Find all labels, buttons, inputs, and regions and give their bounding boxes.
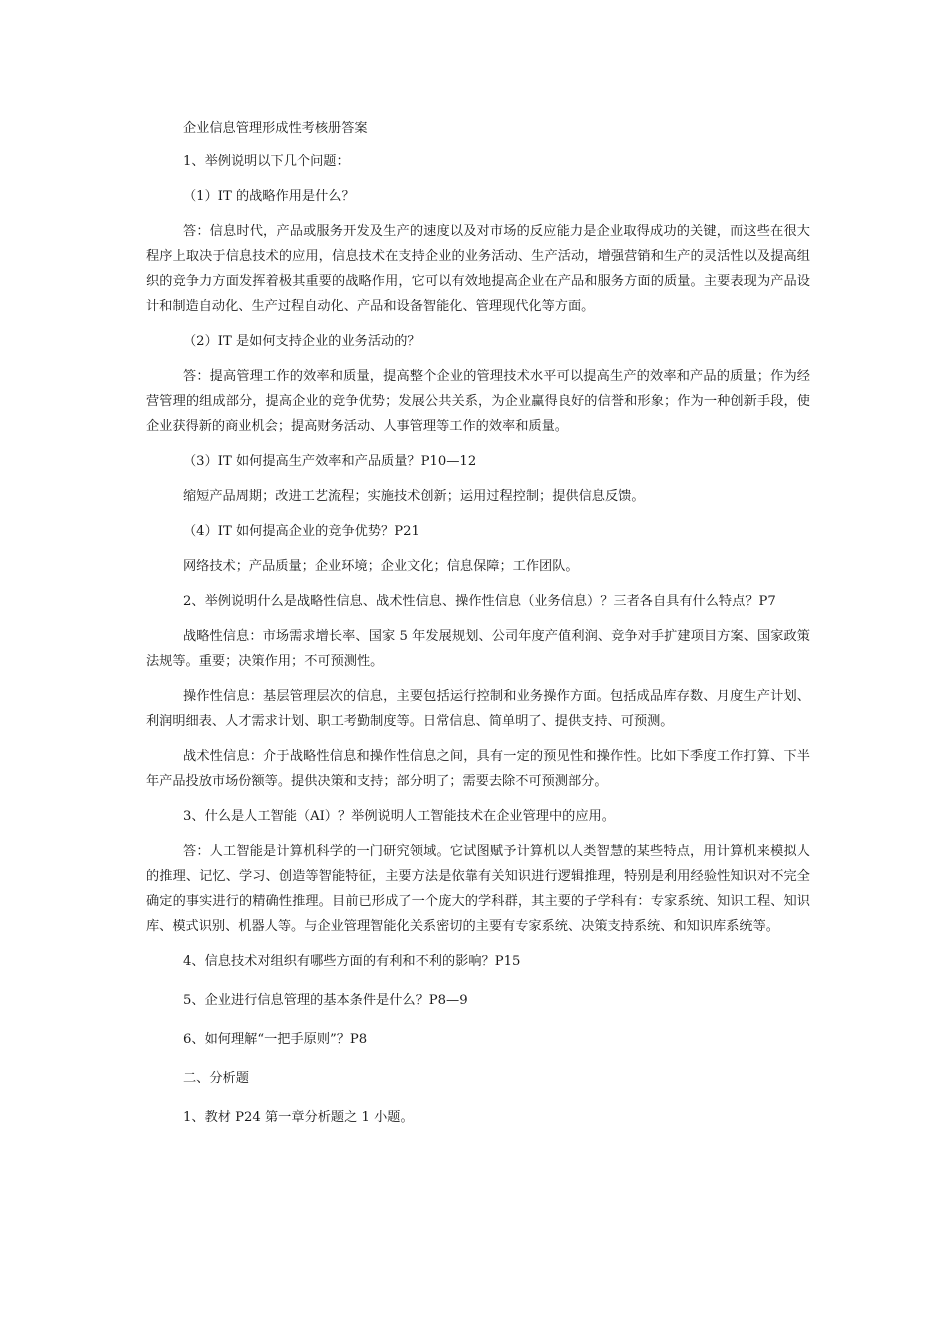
answer-2-operational: 操作性信息：基层管理层次的信息，主要包括运行控制和业务操作方面。包括成品库存数、月度生产计划、利润明细表、人才需求计划、职工考勤制度等。日常信息、简单明了、提供支持、可预测。: [146, 689, 810, 729]
analysis-question-1: 1、教材 P24 第一章分析题之 1 小题。: [183, 1110, 414, 1125]
question-1-2: （2）IT 是如何支持企业的业务活动的？: [183, 334, 421, 349]
question-1: 1、举例说明以下几个问题：: [183, 154, 350, 169]
answer-1-2: 答：提高管理工作的效率和质量，提高整个企业的管理技术水平可以提高生产的效率和产品的质量；作为经营管理的组成部分，提高企业的竞争优势；发展公共关系，为企业赢得良好的信誉和形象；作为一种创新手段，使企业获得新的商业机会；提高财务活动、人事管理等工作的效率和质量。: [146, 369, 810, 434]
answer-1-3: 缩短产品周期；改进工艺流程；实施技术创新；运用过程控制；提供信息反馈。: [183, 489, 645, 504]
answer-2-tactical: 战术性信息：介于战略性信息和操作性信息之间，具有一定的预见性和操作性。比如下季度工作打算、下半年产品投放市场份额等。提供决策和支持；部分明了；需要去除不可预测部分。: [146, 749, 810, 789]
document-title: 企业信息管理形成性考核册答案: [183, 121, 368, 136]
question-1-3: （3）IT 如何提高生产效率和产品质量？P10—12: [183, 454, 477, 469]
question-2: 2、举例说明什么是战略性信息、战术性信息、操作性信息（业务信息）？三者各自具有什么特点？P7: [183, 594, 776, 609]
question-6: 6、如何理解“一把手原则”？P8: [183, 1032, 368, 1047]
question-1-1: （1）IT 的战略作用是什么？: [183, 189, 355, 204]
question-3: 3、什么是人工智能（AI）？举例说明人工智能技术在企业管理中的应用。: [183, 809, 615, 824]
answer-3: 答：人工智能是计算机科学的一门研究领域。它试图赋予计算机以人类智慧的某些特点，用计算机来模拟人的推理、记忆、学习、创造等智能特征，主要方法是依靠有关知识进行逻辑推理，特别是利用经验性知识对不完全确定的事实进行的精确性推理。目前已形成了一个庞大的学科群，其主要的子学科有：专家系统、知识工程、知识库、模式识别、机器人等。与企业管理智能化关系密切的主要有专家系统、决策支持系统、和知识库系统等。: [146, 844, 810, 934]
question-5: 5、企业进行信息管理的基本条件是什么？P8—9: [183, 993, 468, 1008]
question-4: 4、信息技术对组织有哪些方面的有利和不利的影响？P15: [183, 954, 521, 969]
document-page: [146, 116, 810, 1140]
answer-1-4: 网络技术；产品质量；企业环境；企业文化；信息保障；工作团队。: [183, 559, 579, 574]
question-1-4: （4）IT 如何提高企业的竞争优势？P21: [183, 524, 420, 539]
section-heading-analysis: 二、分析题: [183, 1071, 249, 1086]
answer-1-1: 答：信息时代，产品或服务开发及生产的速度以及对市场的反应能力是企业取得成功的关键，而这些在很大程序上取决于信息技术的应用，信息技术在支持企业的业务活动、生产活动，增强营销和生产的灵活性以及提高组织的竞争力方面发挥着极其重要的战略作用，它可以有效地提高企业在产品和服务方面的质量。主要表现为产品设计和制造自动化、生产过程自动化、产品和设备智能化、管理现代化等方面。: [146, 224, 810, 314]
answer-2-strategic: 战略性信息：市场需求增长率、国家 5 年发展规划、公司年度产值利润、竞争对手扩建项目方案、国家政策法规等。重要；决策作用；不可预测性。: [146, 629, 810, 669]
